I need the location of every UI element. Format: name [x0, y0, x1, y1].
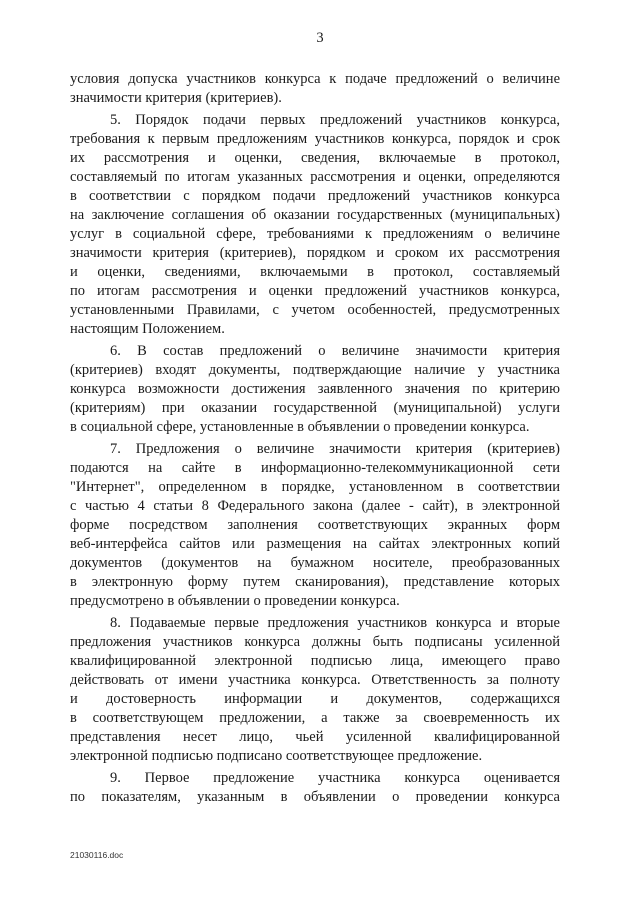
text-line: 6. В состав предложений о величине значимости критерия — [110, 343, 560, 359]
text-line: "Интернет", определенном в порядке, установленном в соответствии — [70, 479, 560, 495]
text-line: в соответствующем предложении, а также за своевременность их — [70, 710, 560, 726]
text-line: значимости критерия (критериев). — [70, 90, 282, 106]
text-line: настоящим Положением. — [70, 321, 225, 337]
text-line: на заключение соглашения об оказании государственных (муниципальных) — [70, 207, 560, 223]
text-line: составляемый по итогам указанных рассмотрения и оценки, определяются — [70, 169, 560, 185]
text-line: в соответствии с порядком подачи предложений участников конкурса — [70, 188, 560, 204]
page-number: 3 — [316, 30, 324, 46]
text-line: веб-интерфейса сайтов или размещения на сайтах электронных копий — [70, 536, 560, 552]
text-line: 8. Подаваемые первые предложения участников конкурса и вторые — [110, 615, 560, 631]
text-line: услуг в социальной сфере, требованиями к предложениям о величине — [70, 226, 560, 242]
text-line: условия допуска участников конкурса к подаче предложений о величине — [70, 71, 560, 87]
text-line: по показателям, указанным в объявлении о проведении конкурса — [70, 789, 560, 805]
text-line: подаются на сайте в информационно-телекоммуникационной сети — [70, 460, 560, 476]
text-line: (критериев) входят документы, подтверждающие наличие у участника — [70, 362, 560, 378]
text-line: электронной подписью подписано соответствующее предложение. — [70, 748, 483, 764]
text-line: конкурса возможности достижения заявленного значения по критерию — [70, 381, 560, 397]
text-line: документов (документов на бумажном носителе, преобразованных — [70, 555, 560, 571]
text-line: значимости критерия (критериев), порядком и сроком их рассмотрения — [70, 245, 560, 261]
text-line: требования к первым предложениям участников конкурса, порядок и срок — [70, 131, 560, 147]
text-line: по итогам рассмотрения и оценки предложений участников конкурса, — [70, 283, 560, 299]
text-line: (критериям) при оказании государственной (муниципальной) услуги — [70, 400, 560, 416]
text-line: форме посредством заполнения соответствующих экранных форм — [70, 517, 560, 533]
text-line: в социальной сфере, установленные в объявлении о проведении конкурса. — [70, 419, 530, 435]
text-line: в электронную форму путем сканирования), представление которых — [70, 574, 560, 590]
text-line: квалифицированной электронной подписью лица, имеющего право — [70, 653, 560, 669]
text-line: действовать от имени участника конкурса. Ответственность за полноту — [70, 672, 560, 688]
text-line: предложения участников конкурса должны быть подписаны усиленной — [70, 634, 560, 650]
text-line: 9. Первое предложение участника конкурса оценивается — [110, 770, 560, 786]
text-line: 7. Предложения о величине значимости критерия (критериев) — [110, 441, 560, 457]
text-line: 5. Порядок подачи первых предложений участников конкурса, — [110, 112, 560, 128]
text-line: их рассмотрения и оценки, сведения, включаемые в протокол, — [70, 150, 560, 166]
text-line: и оценки, сведениями, включаемыми в протокол, составляемый — [70, 264, 560, 280]
text-line: представления несет лицо, чьей усиленной квалифицированной — [70, 729, 560, 745]
text-line: предусмотрено в объявлении о проведении конкурса. — [70, 593, 400, 609]
text-line: с частью 4 статьи 8 Федерального закона (далее - сайт), в электронной — [70, 498, 560, 514]
text-line: установленными Правилами, с учетом особенностей, предусмотренных — [70, 302, 560, 318]
document-code: 21030116.doc — [70, 850, 124, 860]
text-line: и достоверность информации и документов, содержащихся — [70, 691, 560, 707]
